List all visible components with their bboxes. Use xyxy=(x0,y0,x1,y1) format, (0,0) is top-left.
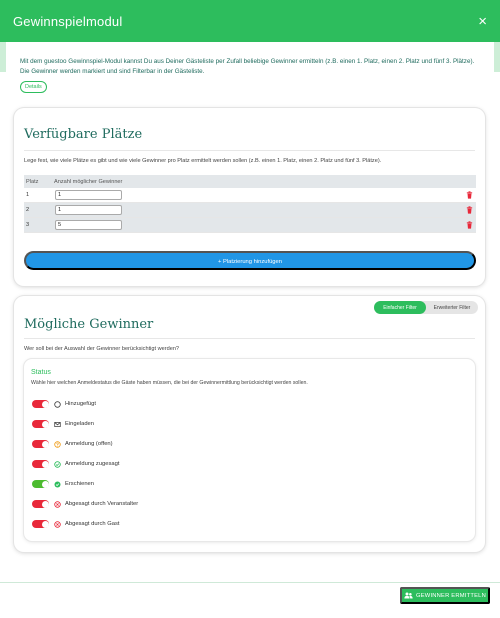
status-label: Anmeldung (offen) xyxy=(65,441,113,447)
column-header-platz: Platz xyxy=(26,178,39,185)
status-item-abgesagt-veranstalter xyxy=(32,499,138,509)
status-item-erschienen xyxy=(32,479,94,489)
places-description: Lege fest, wie viele Plätze es gibt und wie viele Gewinner pro Platz ermittelt werden sollen (z.B. einen 1. Platz, einen 2. Platz und fünf 3. Plätze). xyxy=(24,158,382,164)
row-platz: 3 xyxy=(26,222,30,228)
envelope-icon xyxy=(54,421,61,428)
status-label: Hinzugefügt xyxy=(65,401,96,407)
places-table xyxy=(24,175,476,233)
tab-advanced-filter[interactable]: Erweiterter Filter xyxy=(433,304,471,311)
status-item-eingeladen xyxy=(32,419,94,429)
status-item-hinzugefuegt xyxy=(32,399,96,409)
winner-count-input[interactable] xyxy=(55,220,122,230)
footer-divider xyxy=(0,582,500,583)
status-description: Wähle hier welchen Anmeldestatus die Gäste haben müssen, die bei der Gewinnermittlung berücksichtigt werden sollen. xyxy=(31,380,308,386)
check-filled-icon xyxy=(54,481,61,488)
winners-divider xyxy=(24,338,475,339)
winner-count-input[interactable] xyxy=(55,205,122,215)
table-row xyxy=(24,218,476,233)
header-accent-left xyxy=(0,42,6,72)
add-placement-button[interactable]: + Platzierung hinzufügen xyxy=(24,251,476,270)
status-toggle[interactable] xyxy=(32,520,49,528)
row-platz: 2 xyxy=(26,207,30,213)
determine-winners-button[interactable] xyxy=(400,587,490,604)
status-item-anmeldung-offen xyxy=(32,439,113,449)
intro-text: Mit dem guestoo Gewinnspiel-Modul kannst Du aus Deiner Gästeliste per Zufall beliebige Gewinner ermitteln (z.B. einen 1. Platz, einen 2. Platz und fünf 3. Plätze). Die Gewinner werden markiert und sind Filterbar in der Gästeliste. xyxy=(20,58,475,75)
status-toggle[interactable] xyxy=(32,500,49,508)
column-header-anzahl: Anzahl möglicher Gewinner xyxy=(54,178,123,185)
status-item-abgesagt-gast xyxy=(32,519,119,529)
header-accent-right xyxy=(494,42,500,72)
places-table-header xyxy=(24,175,476,188)
details-button[interactable]: Details xyxy=(20,81,47,93)
winner-count-input[interactable] xyxy=(55,190,122,200)
question-icon xyxy=(54,441,61,448)
status-toggle[interactable] xyxy=(32,460,49,468)
status-toggle[interactable] xyxy=(32,420,49,428)
places-card xyxy=(14,108,485,286)
winners-title: Mögliche Gewinner xyxy=(24,317,154,332)
circle-icon xyxy=(54,401,61,408)
status-toggle[interactable] xyxy=(32,440,49,448)
row-platz: 1 xyxy=(26,192,30,198)
status-label: Erschienen xyxy=(65,481,95,487)
status-label: Abgesagt durch Gast xyxy=(65,521,120,527)
status-toggle[interactable] xyxy=(32,480,49,488)
modal-header xyxy=(0,0,500,42)
status-label: Anmeldung zugesagt xyxy=(65,461,120,467)
status-toggle[interactable] xyxy=(32,400,49,408)
winners-question: Wer soll bei der Auswahl der Gewinner berücksichtigt werden? xyxy=(24,346,180,352)
status-item-anmeldung-zugesagt xyxy=(32,459,119,469)
trash-icon[interactable] xyxy=(466,191,473,199)
trash-icon[interactable] xyxy=(466,206,473,214)
modal-title: Gewinnspielmodul xyxy=(13,13,123,29)
winners-card xyxy=(14,296,485,552)
users-icon xyxy=(404,592,413,599)
places-divider xyxy=(24,150,475,151)
check-circle-icon xyxy=(54,461,61,468)
status-label: Eingeladen xyxy=(65,421,95,427)
trash-icon[interactable] xyxy=(466,221,473,229)
tab-simple-filter[interactable]: Einfacher Filter xyxy=(374,301,426,314)
filter-mode-toggle xyxy=(374,301,478,314)
table-row xyxy=(24,203,476,218)
x-circle-icon xyxy=(54,521,61,528)
status-filter-box xyxy=(24,359,475,541)
determine-winners-label: GEWINNER ERMITTELN xyxy=(416,592,486,599)
x-circle-icon xyxy=(54,501,61,508)
status-label: Abgesagt durch Veranstalter xyxy=(65,501,139,507)
places-title: Verfügbare Plätze xyxy=(24,127,143,142)
status-title: Status xyxy=(31,369,51,376)
close-icon[interactable]: × xyxy=(478,12,487,30)
table-row xyxy=(24,188,476,203)
